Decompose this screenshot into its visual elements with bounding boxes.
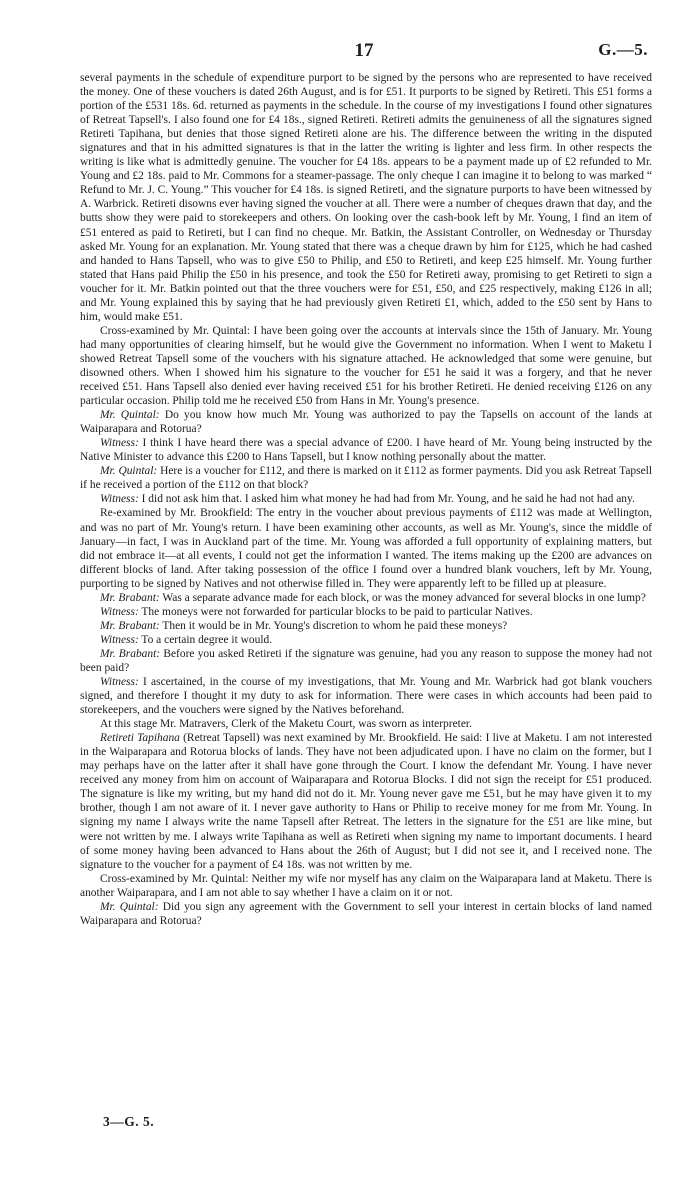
paragraph: Cross-examined by Mr. Quintal: I have been going over the accounts at intervals since the 15th of January. Mr. Young had many opportunities of clearing himself, but he would give the Government no information. When I went to Maketu I showed Retreat Tapsell some of the vouchers with his signature attached. He acknowledged that some were genuine, but disowned others. When I showed him his signature to the voucher for £51 he said it was a forgery, and that he never received £51. Hans Tapsell also denied ever having received £51 for his brother Retireti. He denied receiving £126 on any particular occasion. Philip told me he received £50 from Hans in Mr. Young's presence. <box>80 324 652 408</box>
signature-mark: 3—G. 5. <box>103 1114 155 1129</box>
dialogue-text: I ascertained, in the course of my investigations, that Mr. Young and Mr. Warbrick had got blank vouchers signed, and therefore I thought it my duty to ask for information. There were cases in which accounts had been paid to storekeepers, and the vouchers were signed by the Natives beforehand. <box>80 676 652 717</box>
page-header <box>80 40 648 68</box>
dialogue-text: The moneys were not forwarded for particular blocks to be paid to particular Natives. <box>138 605 533 618</box>
speaker-name: Mr. Brabant: <box>100 591 160 604</box>
paragraph: Re-examined by Mr. Brookfield: The entry in the voucher about previous payments of £112 was made at Wellington, and was no part of Mr. Young's return. I have been examining other accounts, as well as Mr. Young's, since the middle of January—in fact, I was in Auckland part of the time. Mr. Young was afforded a full opportunity of explaining matters, but did not embrace it—at all events, I could not get the information I wanted. The items making up the £200 are advances on different blocks of land. After taking possession of the office I found over a hundred blank vouchers, left by Mr. Young, purporting to be signed by Natives and not otherwise filled in. They were apparently left to be filled up at pleasure. <box>80 507 652 590</box>
dialogue-text: I think I have heard there was a special advance of £200. I have heard of Mr. Young being instructed by the Native Minister to advance this £200 to Hans Tapsell, but I know nothing personally about the matter. <box>80 437 652 464</box>
speaker-name: Mr. Quintal: <box>100 409 160 422</box>
dialogue-text: Did you sign any agreement with the Government to sell your interest in certain blocks of land named Waiparapara and Rotorua? <box>80 900 653 927</box>
dialogue-paragraph <box>80 408 652 436</box>
dialogue-text: Before you asked Retireti if the signature was genuine, had you any reason to suppose the money had not been paid? <box>80 647 652 674</box>
speaker-name: Mr. Quintal: <box>100 465 158 478</box>
body-text <box>80 71 652 928</box>
dialogue-paragraph <box>80 591 652 605</box>
paragraph: Cross-examined by Mr. Quintal: Neither my wife nor myself has any claim on the Waiparapara land at Maketu. There is another Waiparapara, and I am not able to say whether I have a claim on it or not. <box>80 872 652 899</box>
dialogue-paragraph <box>80 436 652 464</box>
dialogue-paragraph <box>80 464 652 492</box>
speaker-name: Witness: <box>100 676 139 689</box>
document-reference: G.—5. <box>598 40 648 59</box>
dialogue-paragraph <box>80 675 652 717</box>
paragraph: At this stage Mr. Matravers, Clerk of the Maketu Court, was sworn as interpreter. <box>100 718 472 731</box>
speaker-name: Witness: <box>100 633 139 646</box>
dialogue-paragraph <box>80 900 652 928</box>
dialogue-text: Do you know how much Mr. Young was authorized to pay the Tapsells on account of the lands at Waiparapara and Rotorua? <box>80 409 652 436</box>
dialogue-text: To a certain degree it would. <box>138 633 273 646</box>
speaker-name: Mr. Brabant: <box>100 619 160 632</box>
speaker-name: Mr. Quintal: <box>100 900 159 913</box>
speaker-name: Witness: <box>100 605 139 618</box>
dialogue-text: Then it would be in Mr. Young's discretion to whom he paid these moneys? <box>159 619 508 632</box>
dialogue-text: I did not ask him that. I asked him what money he had had from Mr. Young, and he said he had not had any. <box>138 493 635 506</box>
dialogue-text: (Retreat Tapsell) was next examined by Mr. Brookfield. He said: I live at Maketu. I am not interested in the Waiparapara and Rotorua blocks of lands. They have not been adjudicated upon. I have no claim on the former, but I may perhaps have on the latter after it shall have gone through the Court. I know the defendant Mr. Young. I have never received any money from him on account of Waiparapara and Rotorua Blocks. I did not sign the receipt for £51 produced. The signature is like my writing, but my hand did not do it. Mr. Young never gave me £51, but he may have given it to my brother, though I am not aware of it. I never gave authority to Hans or Philip to receive money for me from Mr. Young. In signing my name I always write the name Tapsell after Retreat. The letters in the signature for the £51 are like mine, but were not written by me. I always write Tapihana as well as Retireti when signing my name to important documents. I heard of some money having been advanced to Hans about the 26th of August; but I did not see it, and I received none. The signature to the voucher for a payment of £4 18s. was not written by me. <box>80 732 652 871</box>
dialogue-paragraph <box>80 731 652 871</box>
speaker-name: Witness: <box>100 493 139 506</box>
paragraph: several payments in the schedule of expenditure purport to be signed by the persons who are represented to have received the money. One of these vouchers is dated 26th August, and is for £51. It purports to be signed by Retireti. This £51 forms a portion of the £531 18s. 6d. returned as payments in the schedule. In the course of my investigations I found other signatures of Retreat Tapsell's. I also found one for £4 18s., signed Retireti. Retireti admits the genuineness of all the signatures signed Retireti Tapihana, but denies that those signed Retireti alone are his. The difference between the writing in the disputed signatures and that in his admitted signatures is that in the latter the writing is lighter and less firm. In other respects the writing is like what is admittedly genuine. The voucher for £4 18s. appears to be a payment made up of £2 refunded to Mr. Young and £2 18s. paid to Mr. Commons for a steamer-passage. The only cheque I can imagine it to belong to was marked “ Refund to Mr. J. C. Young.” This voucher for £4 18s. is signed Retireti, and the signature purports to have been witnessed by A. Warbrick. Retireti disowns ever having signed the voucher at all. There were a number of cheques drawn that day, and the butts show they were paid to storekeepers and others. On looking over the cash-book left by Mr. Young, I find an item of £51 entered as paid to Retireti, but I can find no cheque. Mr. Batkin, the Assistant Controller, on Wednesday or Thursday asked Mr. Young for an explanation. Mr. Young stated that there was a cheque drawn by him for £125, which he had cashed and handed to Hans Tapsell, who was to give £50 to Philip, and £50 to Retireti, and keep £25 himself. Mr. Young further stated that Hans paid Philip the £50 in his presence, and took the £50 for Retireti away, promising to get Retireti to sign a voucher for it. Mr. Batkin pointed out that the three vouchers were for £51, £50, and £25 respectively, making £126 in all; and Mr. Young explained this by saying that he had previously given Retireti £1, which, added to the £50 sent by Hans to him, would make £51. <box>80 72 652 323</box>
dialogue-paragraph <box>80 619 652 633</box>
speaker-name: Retireti Tapihana <box>100 732 180 745</box>
dialogue-paragraph <box>80 492 652 506</box>
page-number: 17 <box>354 40 374 61</box>
speaker-name: Mr. Brabant: <box>100 647 161 660</box>
dialogue-paragraph <box>80 633 652 647</box>
speaker-name: Witness: <box>100 437 139 450</box>
dialogue-paragraph <box>80 647 652 675</box>
dialogue-text: Was a separate advance made for each block, or was the money advanced for several blocks in one lump? <box>159 591 646 604</box>
dialogue-paragraph <box>80 605 652 619</box>
dialogue-text: Here is a voucher for £112, and there is marked on it £112 as former payments. Did you ask Retreat Tapsell if he received a portion of the £112 on that block? <box>80 465 653 492</box>
